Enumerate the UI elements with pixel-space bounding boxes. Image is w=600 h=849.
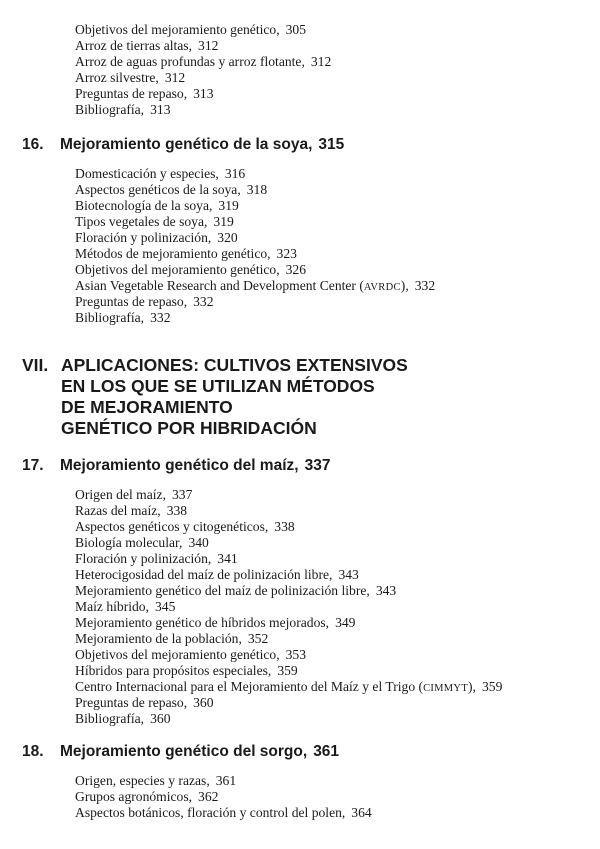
toc-entry: Tipos vegetales de soya, 319 bbox=[75, 214, 234, 229]
toc-entry: Biotecnología de la soya, 319 bbox=[75, 198, 239, 213]
part-title bbox=[61, 355, 408, 439]
toc-entry-page: 312 bbox=[310, 54, 332, 69]
toc-entry-page: 305 bbox=[285, 22, 306, 37]
part-title-line: EN LOS QUE SE UTILIZAN MÉTODOS bbox=[61, 376, 375, 396]
toc-entry-page: 323 bbox=[276, 246, 297, 261]
chapter-number: 18. bbox=[22, 743, 44, 760]
toc-entry: Híbridos para propósitos especiales, 359 bbox=[75, 663, 298, 678]
toc-entry-page: 352 bbox=[247, 631, 269, 646]
toc-entry-page: 345 bbox=[155, 599, 176, 614]
toc-entry: Mejoramiento genético de híbridos mejorados, 349 bbox=[75, 615, 356, 630]
toc-entry: Métodos de mejoramiento genético, 323 bbox=[75, 246, 297, 261]
toc-entry-page: 361 bbox=[215, 773, 237, 788]
toc-entry-page: 341 bbox=[217, 551, 238, 566]
toc-entry: Biología molecular, 340 bbox=[75, 535, 209, 550]
toc-entry-page: 313 bbox=[193, 86, 214, 101]
chapter-page: 315 bbox=[318, 136, 345, 153]
toc-entry: Floración y polinización, 320 bbox=[75, 230, 238, 245]
chapter-page: 361 bbox=[313, 743, 340, 760]
chapter-18-heading bbox=[22, 743, 339, 761]
toc-entry-page: 332 bbox=[414, 278, 436, 293]
toc-entry: Preguntas de repaso, 313 bbox=[75, 86, 214, 101]
toc-entry-page: 316 bbox=[224, 166, 246, 181]
toc-entry: Centro Internacional para el Mejoramiento del Maíz y el Trigo (CIMMYT), 359 bbox=[75, 679, 503, 694]
chapter-17-entries bbox=[75, 487, 502, 727]
toc-entry: Objetivos del mejoramiento genético, 326 bbox=[75, 262, 306, 277]
chapter-number: 17. bbox=[22, 457, 44, 474]
toc-entry-page: 360 bbox=[193, 695, 214, 710]
toc-entry: Razas del maíz, 338 bbox=[75, 503, 188, 518]
toc-entry: Floración y polinización, 341 bbox=[75, 551, 238, 566]
toc-entry-page: 359 bbox=[481, 679, 503, 694]
toc-entry: Objetivos del mejoramiento genético, 353 bbox=[75, 647, 306, 662]
toc-entry-page: 319 bbox=[218, 198, 239, 213]
toc-entry: Bibliografía, 332 bbox=[75, 310, 171, 325]
chapter-title: Mejoramiento genético de la soya, bbox=[60, 136, 313, 153]
chapter-16-heading bbox=[22, 136, 344, 154]
toc-entry-page: 338 bbox=[274, 519, 295, 534]
toc-entry-page: 360 bbox=[150, 711, 171, 726]
chapter-17-heading bbox=[22, 457, 330, 475]
chapter-16-entries bbox=[75, 166, 435, 326]
toc-entry-page: 364 bbox=[351, 805, 372, 820]
toc-entry: Aspectos genéticos y citogenéticos, 338 bbox=[75, 519, 295, 534]
chapter-title: Mejoramiento genético del maíz, bbox=[60, 457, 299, 474]
toc-entry-page: 313 bbox=[150, 102, 171, 117]
part-title-line: DE MEJORAMIENTO bbox=[61, 397, 233, 417]
toc-entry-page: 340 bbox=[188, 535, 209, 550]
toc-entry-page: 319 bbox=[213, 214, 234, 229]
toc-entry: Origen del maíz, 337 bbox=[75, 487, 193, 502]
chapter-page: 337 bbox=[304, 457, 331, 474]
toc-entry-page: 343 bbox=[375, 583, 397, 598]
toc-entry-page: 326 bbox=[285, 262, 306, 277]
toc-entry-page: 343 bbox=[338, 567, 359, 582]
toc-entry: Aspectos genéticos de la soya, 318 bbox=[75, 182, 268, 197]
toc-entry-page: 318 bbox=[246, 182, 268, 197]
toc-entry: Mejoramiento genético del maíz de polinización libre, 343 bbox=[75, 583, 397, 598]
chapter-number: 16. bbox=[22, 136, 44, 153]
toc-entry: Maíz híbrido, 345 bbox=[75, 599, 176, 614]
toc-entry-page: 312 bbox=[198, 38, 219, 53]
toc-entry: Preguntas de repaso, 332 bbox=[75, 294, 214, 309]
toc-entry-page: 338 bbox=[166, 503, 188, 518]
toc-entry: Grupos agronómicos, 362 bbox=[75, 789, 219, 804]
toc-entry-page: 332 bbox=[193, 294, 214, 309]
toc-entry: Domesticación y especies, 316 bbox=[75, 166, 246, 181]
toc-entry-page: 312 bbox=[164, 70, 186, 85]
toc-entry: Arroz silvestre, 312 bbox=[75, 70, 186, 85]
toc-entry-page: 362 bbox=[198, 789, 219, 804]
part-title-line: APLICACIONES: CULTIVOS EXTENSIVOS bbox=[61, 355, 408, 375]
toc-entry: Asian Vegetable Research and Development Center (AVRDC), 332 bbox=[75, 278, 436, 293]
section-15-entries bbox=[75, 22, 331, 118]
toc-entry: Origen, especies y razas, 361 bbox=[75, 773, 237, 788]
toc-entry: Preguntas de repaso, 360 bbox=[75, 695, 214, 710]
toc-entry: Heterocigosidad del maíz de polinización libre, 343 bbox=[75, 567, 359, 582]
toc-entry-page: 332 bbox=[150, 310, 171, 325]
toc-entry-page: 359 bbox=[277, 663, 298, 678]
toc-entry: Bibliografía, 313 bbox=[75, 102, 171, 117]
toc-entry: Aspectos botánicos, floración y control del polen, 364 bbox=[75, 805, 372, 820]
toc-entry-page: 337 bbox=[171, 487, 193, 502]
toc-entry-page: 349 bbox=[335, 615, 356, 630]
toc-entry-page: 320 bbox=[217, 230, 238, 245]
toc-entry: Arroz de aguas profundas y arroz flotante, 312 bbox=[75, 54, 332, 69]
toc-entry-abbr: CIMMYT bbox=[423, 683, 469, 694]
part-number: VII. bbox=[22, 355, 49, 375]
toc-entry: Objetivos del mejoramiento genético, 305 bbox=[75, 22, 306, 37]
toc-entry: Mejoramiento de la población, 352 bbox=[75, 631, 269, 646]
toc-entry: Arroz de tierras altas, 312 bbox=[75, 38, 219, 53]
toc-entry: Bibliografía, 360 bbox=[75, 711, 171, 726]
chapter-title: Mejoramiento genético del sorgo, bbox=[60, 743, 308, 760]
toc-entry-abbr: AVRDC bbox=[363, 282, 401, 293]
chapter-18-entries bbox=[75, 773, 372, 821]
part-title-line: GENÉTICO POR HIBRIDACIÓN bbox=[61, 418, 317, 438]
toc-entry-page: 353 bbox=[285, 647, 306, 662]
